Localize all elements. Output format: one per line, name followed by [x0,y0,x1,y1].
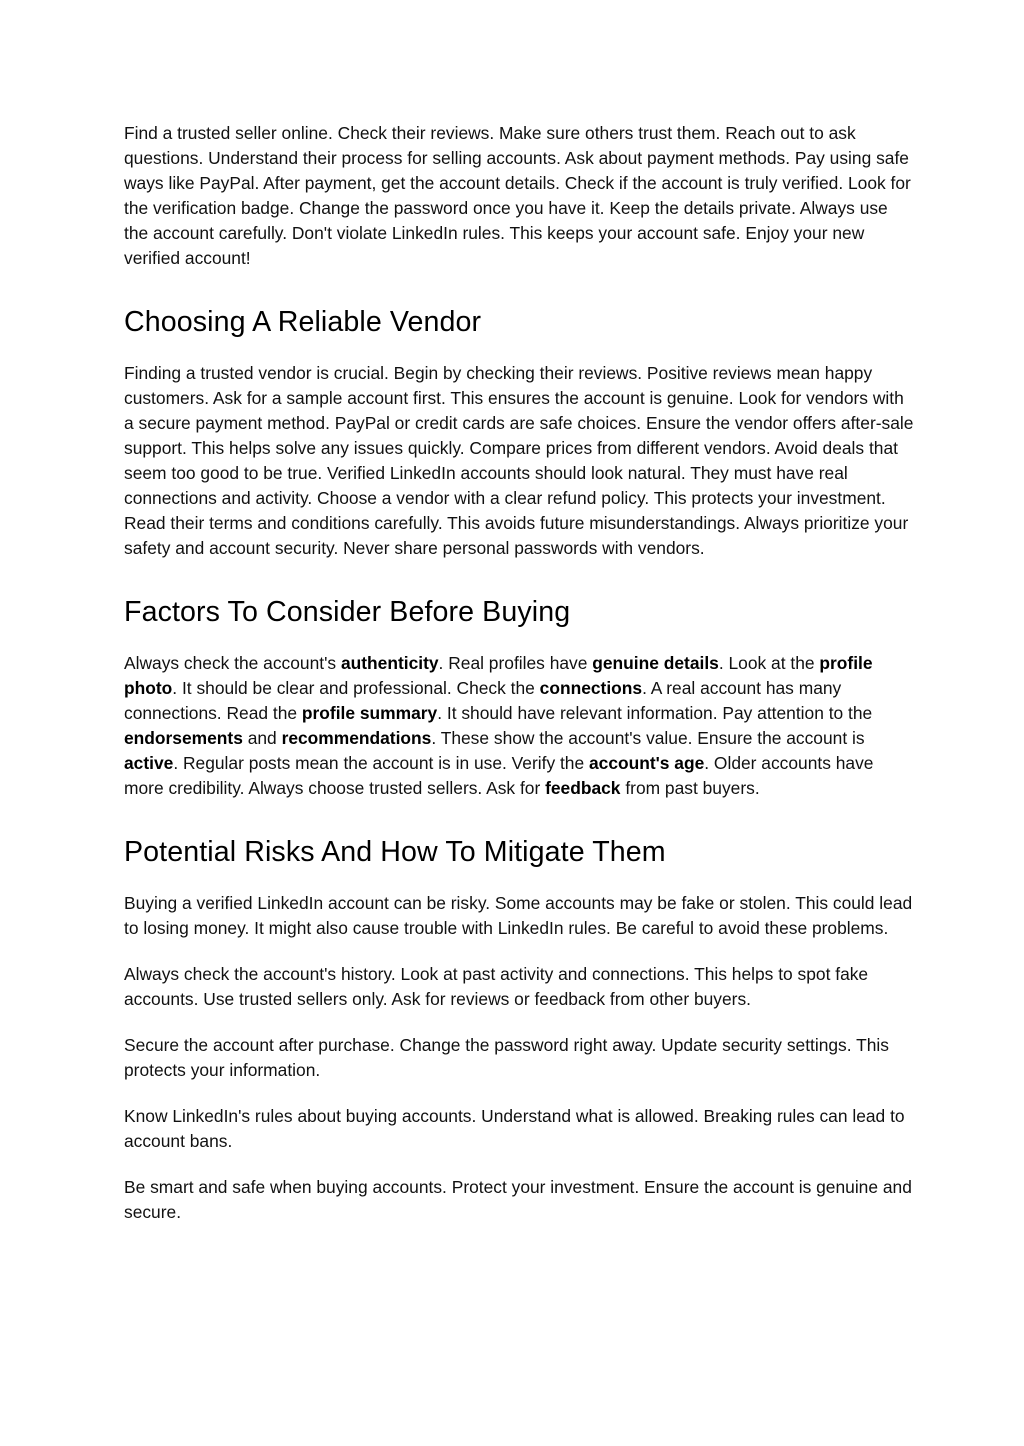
vendor-section-heading: Choosing A Reliable Vendor [124,306,482,338]
risks-paragraph: Secure the account after purchase. Change the password right away. Update security settings. This protects your information. [124,1035,889,1080]
emphasized-term: authenticity [340,653,439,673]
text-segment: . A real account has many connections. Read the [124,678,842,723]
factors-paragraph [124,651,914,801]
text-segment: . Real profiles have [438,653,593,673]
factors-section-heading: Factors To Consider Before Buying [124,596,571,628]
emphasized-term: account's age [588,753,705,773]
emphasized-term: endorsements [124,728,243,748]
intro-paragraph: Find a trusted seller online. Check their reviews. Make sure others trust them. Reach out to ask questions. Understand their process for selling accounts. Ask about payment methods. Pay using safe ways like PayPal. After payment, get the account details. Check if the account is truly verified. Look for the verification badge. Change the password once you have it. Keep the details private. Always use the account carefully. Don't violate LinkedIn rules. This keeps your account safe. Enjoy your new verified account! [124,123,911,268]
emphasized-term: active [124,753,174,773]
risks-section-heading: Potential Risks And How To Mitigate Them [124,836,666,868]
emphasized-term: profile summary [301,703,438,723]
document-page [124,121,914,1225]
text-segment: and [242,728,282,748]
emphasized-term: feedback [545,778,621,798]
emphasized-term: profile photo [124,653,873,698]
text-segment: . It should have relevant information. Pay attention to the [437,703,873,723]
emphasized-term: recommendations [281,728,432,748]
risks-paragraph: Know LinkedIn's rules about buying accounts. Understand what is allowed. Breaking rules can lead to account bans. [124,1106,905,1151]
emphasized-term: connections [539,678,643,698]
text-segment: from past buyers. [620,778,760,798]
emphasized-term: genuine details [592,653,719,673]
text-segment: . These show the account's value. Ensure the account is [431,728,865,748]
risks-paragraph: Be smart and safe when buying accounts. Protect your investment. Ensure the account is genuine and secure. [124,1177,912,1222]
text-segment: . Older accounts have more credibility. Always choose trusted sellers. Ask for [124,753,874,798]
vendor-paragraph: Finding a trusted vendor is crucial. Begin by checking their reviews. Positive reviews mean happy customers. Ask for a sample account first. This ensures the account is genuine. Look for vendors with a secure payment method. PayPal or credit cards are safe choices. Ensure the vendor offers after-sale support. This helps solve any issues quickly. Compare prices from different vendors. Avoid deals that seem too good to be true. Verified LinkedIn accounts should look natural. They must have real connections and activity. Choose a vendor with a clear refund policy. This protects your investment. Read their terms and conditions carefully. This avoids future misunderstandings. Always prioritize your safety and account security. Never share personal passwords with vendors. [124,363,914,558]
risks-paragraph: Buying a verified LinkedIn account can be risky. Some accounts may be fake or stolen. This could lead to losing money. It might also cause trouble with LinkedIn rules. Be careful to avoid these problems. [124,893,913,938]
text-segment: . It should be clear and professional. Check the [172,678,540,698]
text-segment: . Regular posts mean the account is in use. Verify the [173,753,589,773]
text-segment: Always check the account's [124,653,341,673]
text-segment: . Look at the [718,653,820,673]
risks-paragraph: Always check the account's history. Look at past activity and connections. This helps to spot fake accounts. Use trusted sellers only. Ask for reviews or feedback from other buyers. [124,964,869,1009]
